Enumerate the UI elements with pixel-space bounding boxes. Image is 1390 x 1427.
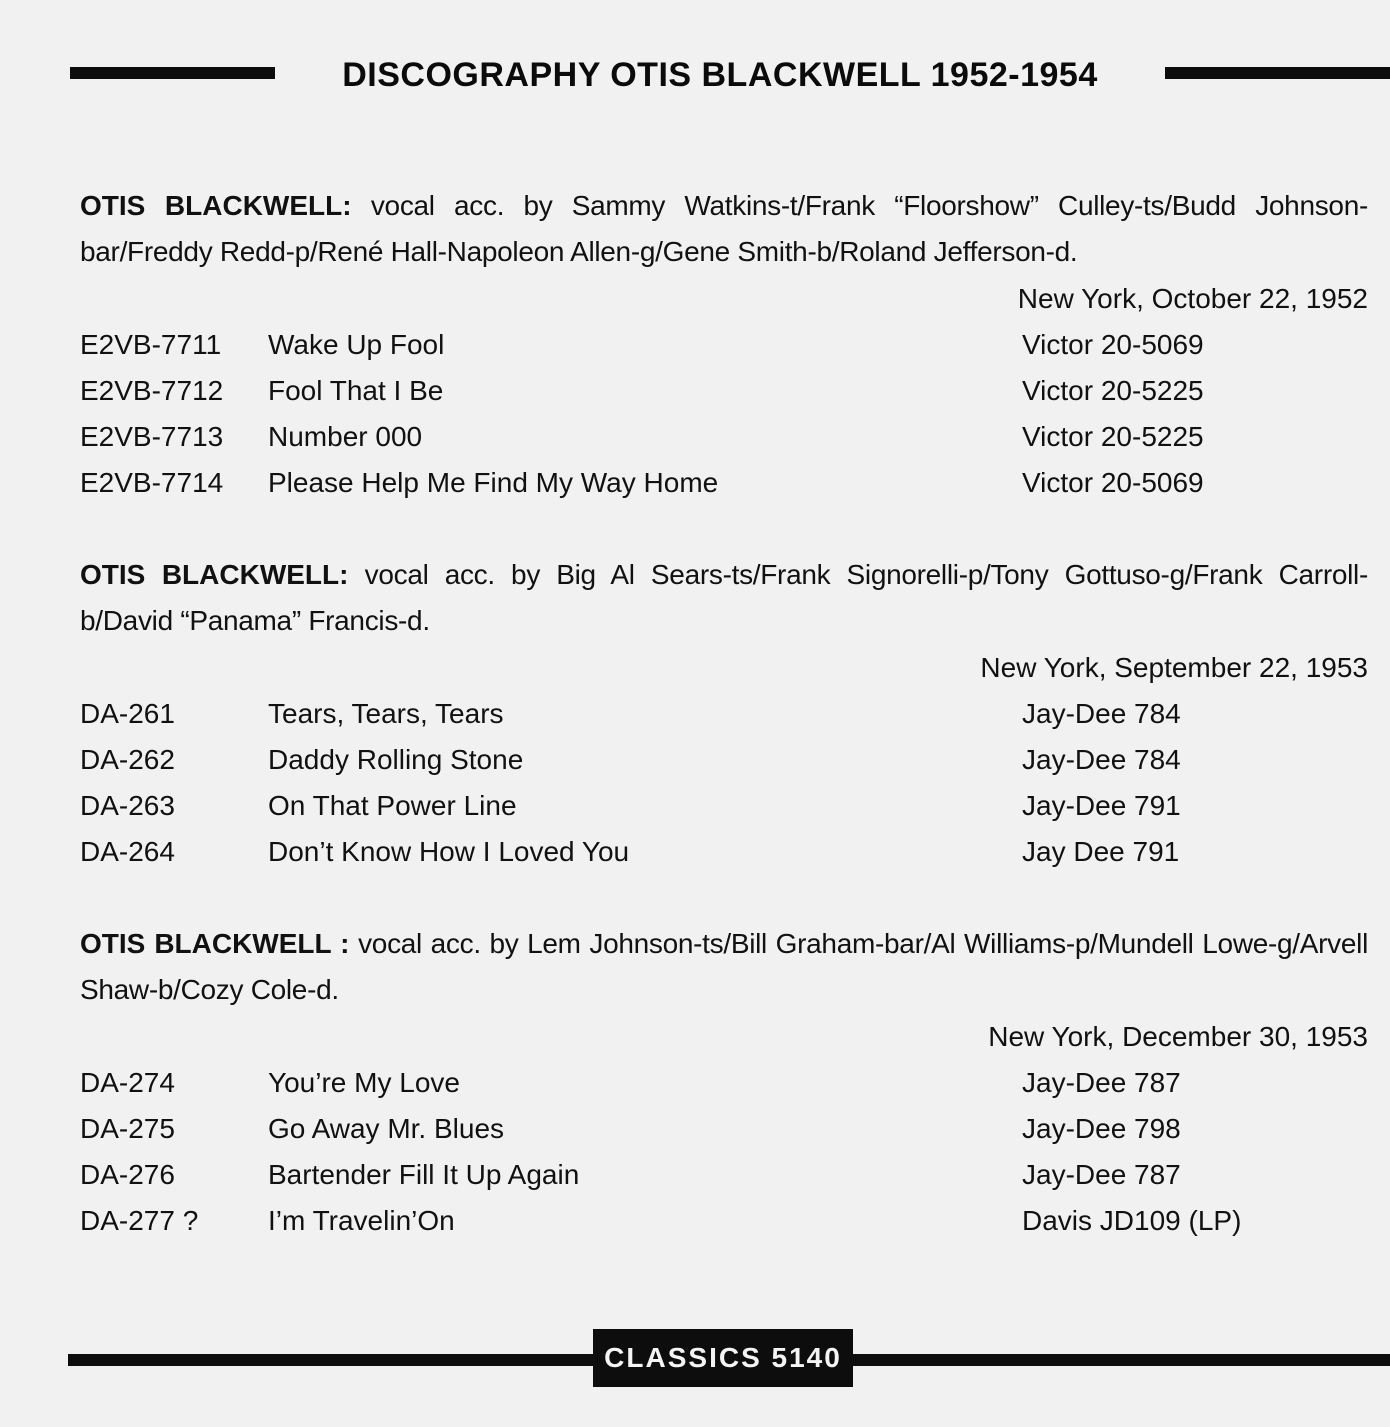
artist-name: OTIS BLACKWELL : [80,928,350,959]
track-title: Daddy Rolling Stone [268,744,524,775]
session-place-date: New York, October 22, 1952 [1017,283,1368,314]
track-row [80,467,1368,513]
track-title: Tears, Tears, Tears [268,698,504,729]
session-personnel [80,183,1368,275]
matrix-number: DA-264 [80,836,175,867]
session-place-date: New York, December 30, 1953 [988,1021,1368,1052]
track-title: On That Power Line [268,790,517,821]
artist-name: OTIS BLACKWELL: [80,190,352,221]
track-row [80,836,1368,882]
issue-number: Jay-Dee 791 [1022,790,1181,821]
track-title: Number 000 [268,421,423,452]
session-1952 [80,183,1368,498]
personnel-text: vocal acc. by Sammy Watkins-t/Frank “Floorshow” Culley-ts/Budd Johnson-bar/Freddy Redd-p/René Hall-Napoleon Allen-g/Gene Smith-b/Roland Jefferson-d. [80,190,1368,267]
matrix-number: DA-277 ? [80,1205,199,1236]
issue-number: Victor 20-5069 [1022,467,1204,498]
matrix-number: DA-275 [80,1113,175,1144]
matrix-number: E2VB-7712 [80,375,224,406]
track-row [80,1067,1368,1113]
matrix-number: DA-276 [80,1159,175,1190]
issue-number: Victor 20-5225 [1022,421,1204,452]
track-row [80,421,1368,467]
track-title: Go Away Mr. Blues [268,1113,505,1144]
track-row [80,744,1368,790]
issue-number: Davis JD109 (LP) [1022,1205,1242,1236]
personnel-text: vocal acc. by Lem Johnson-ts/Bill Graham-bar/Al Williams-p/Mundell Lowe-g/Arvell Shaw-b/Cozy Cole-d. [80,928,1368,1005]
track-title: Bartender Fill It Up Again [268,1159,580,1190]
track-row [80,1113,1368,1159]
catalog-badge: CLASSICS 5140 [593,1329,853,1387]
issue-number: Jay Dee 791 [1022,836,1180,867]
track-row [80,1205,1368,1251]
track-title: I’m Travelin’On [268,1205,455,1236]
track-title: You’re My Love [268,1067,460,1098]
track-row [80,329,1368,375]
page-title: DISCOGRAPHY OTIS BLACKWELL 1952-1954 [342,56,1098,94]
issue-number: Jay-Dee 784 [1022,744,1181,775]
issue-number: Jay-Dee 787 [1022,1159,1181,1190]
session-1953-september [80,552,1368,867]
track-title: Wake Up Fool [268,329,445,360]
session-1953-december [80,921,1368,1236]
issue-number: Jay-Dee 798 [1022,1113,1181,1144]
track-title: Please Help Me Find My Way Home [268,467,719,498]
session-personnel [80,552,1368,644]
matrix-number: DA-263 [80,790,175,821]
matrix-number: E2VB-7714 [80,467,224,498]
matrix-number: DA-274 [80,1067,175,1098]
track-row [80,1159,1368,1205]
issue-number: Victor 20-5225 [1022,375,1204,406]
session-personnel [80,921,1368,1013]
matrix-number: E2VB-7711 [80,329,222,360]
footer-rule-right [848,1354,1390,1366]
personnel-text: vocal acc. by Big Al Sears-ts/Frank Signorelli-p/Tony Gottuso-g/Frank Carroll-b/David “Panama” Francis-d. [80,559,1368,636]
matrix-number: E2VB-7713 [80,421,224,452]
track-row [80,698,1368,744]
issue-number: Jay-Dee 784 [1022,698,1181,729]
track-row [80,790,1368,836]
track-row [80,375,1368,421]
track-title: Don’t Know How I Loved You [268,836,630,867]
session-place-date: New York, September 22, 1953 [980,652,1368,683]
artist-name: OTIS BLACKWELL: [80,559,349,590]
track-title: Fool That I Be [268,375,444,406]
matrix-number: DA-261 [80,698,175,729]
footer-rule-left [68,1354,598,1366]
issue-number: Victor 20-5069 [1022,329,1204,360]
matrix-number: DA-262 [80,744,175,775]
issue-number: Jay-Dee 787 [1022,1067,1181,1098]
